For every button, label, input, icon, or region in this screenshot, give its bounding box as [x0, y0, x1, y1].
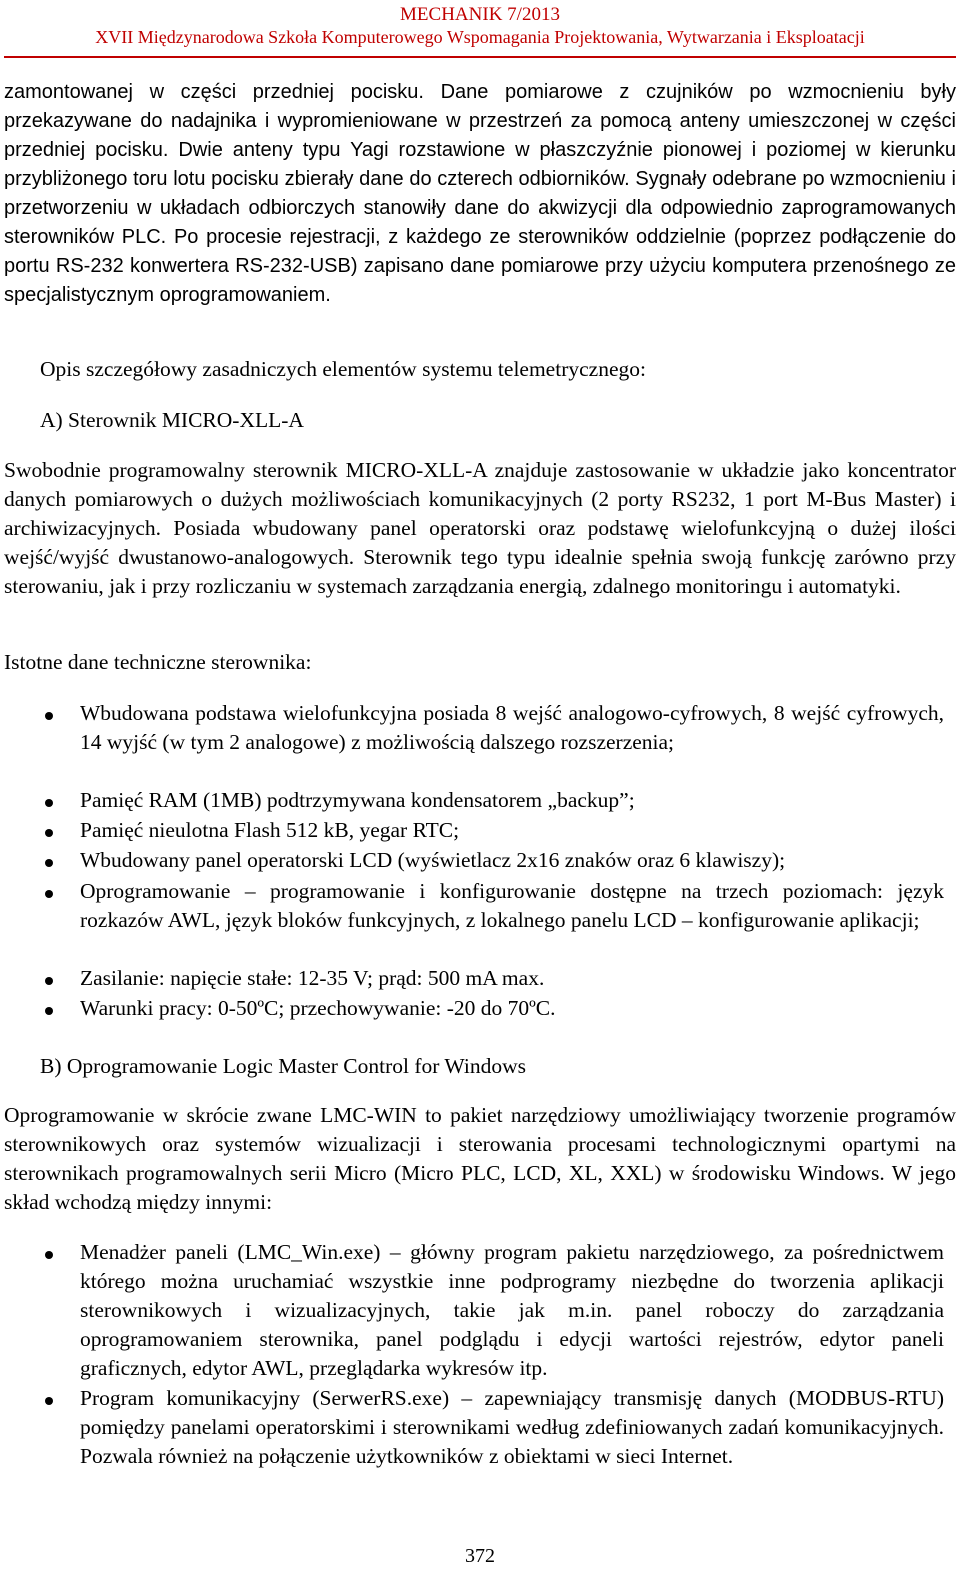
tech-data-heading: Istotne dane techniczne sterownika:	[4, 650, 312, 674]
conference-header: XVII Międzynarodowa Szkoła Komputerowego Wspomagania Projektowania, Wytwarzania i Eksploatacji	[95, 27, 865, 47]
page-number: 372	[465, 1545, 495, 1567]
bullet-icon	[45, 1397, 53, 1405]
section-a-paragraph: Swobodnie programowalny sterownik MICRO-XLL-A znajduje zastosowanie w układzie jako koncentrator danych pomiarowych o dużych możliwościach komunikacyjnych (2 porty RS232, 1 port M-Bus Master) i archiwizacyjnych. Posiada wbudowany panel operatorski oraz podstawę wielofunkcyjną o dużej ilości wejść/wyjść dwustanowo-analogowych. Sterownik tego typu idealnie spełnia swoją funkcję zarówno przy sterowaniu, jak i przy rozliczaniu w systemach zarządzania energią, zdalnego monitoringu i automatyki.	[4, 458, 956, 598]
list-item-text: Wbudowany panel operatorski LCD (wyświetlacz 2x16 znaków oraz 6 klawiszy);	[80, 848, 786, 872]
list-item-text: Zasilanie: napięcie stałe: 12-35 V; prąd: 500 mA max.	[80, 966, 545, 990]
section-a-title: A) Sterownik MICRO-XLL-A	[40, 408, 304, 432]
bullet-icon	[45, 977, 53, 985]
bullet-icon	[45, 1251, 53, 1259]
list-item-text: Oprogramowanie – programowanie i konfigurowanie dostępne na trzech poziomach: język rozkazów AWL, język bloków funkcyjnych, z lokalnego panelu LCD – konfigurowanie aplikacji;	[80, 879, 944, 932]
list-item-text: Menadżer paneli (LMC_Win.exe) – główny program pakietu narzędziowego, za pośrednictwem którego można uruchamiać wszystkie inne podprogramy niezbędne do tworzenia aplikacji sterownikowych i wizualizacyjnych, takie jak m.in. panel roboczy do zarządzania oprogramowaniem sterownika, panel podglądu i edycji wartości rejestrów, edytor paneli graficznych, edytor AWL, przeglądarka wykresów itp.	[80, 1240, 944, 1380]
list-item-text: Pamięć RAM (1MB) podtrzymywana kondensatorem „backup”;	[80, 788, 635, 812]
header-divider	[4, 56, 956, 58]
bullet-icon	[45, 829, 53, 837]
journal-header: MECHANIK 7/2013	[400, 4, 560, 25]
section-b-paragraph: Oprogramowanie w skrócie zwane LMC-WIN to pakiet narzędziowy umożliwiający tworzenie programów sterownikowych oraz systemów wizualizacji i sterowania procesami technologicznymi opartymi na sterownikach programowalnych serii Micro (Micro PLC, LCD, XL, XXL) w środowisku Windows. W jego skład wchodzą między innymi:	[4, 1103, 956, 1214]
list-item-text: Program komunikacyjny (SerwerRS.exe) – zapewniający transmisję danych (MODBUS-RTU) pomiędzy panelami operatorskimi i sterownikami według zdefiniowanych zadań komunikacyjnych. Pozwala również na połączenie użytkowników z obiektami w sieci Internet.	[80, 1386, 944, 1468]
bullet-icon	[45, 799, 53, 807]
intro-paragraph: zamontowanej w części przedniej pocisku. Dane pomiarowe z czujników po wzmocnieniu były przekazywane do nadajnika i wypromieniowane w przestrzeń za pomocą anteny umieszczonej w części przedniej pocisku. Dwie anteny typu Yagi rozstawione w płaszczyźnie pionowej i poziomej w kierunku przybliżonego toru lotu pocisku zbierały dane do czterech odbiorników. Sygnały odebrane po wzmocnieniu i przetworzeniu w układach odbiorczych stanowiły dane do akwizycji dla odpowiednio zaprogramowanych sterowników PLC. Po procesie rejestracji, z każdego ze sterowników oddzielnie (poprzez podłączenie do portu RS-232 konwertera RS-232-USB) zapisano dane pomiarowe przy użyciu komputera przenośnego ze specjalistycznym oprogramowaniem.	[4, 81, 956, 306]
bullet-icon	[45, 1007, 53, 1015]
section-b-title: B) Oprogramowanie Logic Master Control for Windows	[40, 1054, 526, 1078]
list-item-text: Warunki pracy: 0-50ºC; przechowywanie: -20 do 70ºC.	[80, 996, 556, 1020]
bullet-icon	[45, 712, 53, 720]
bullet-icon	[45, 859, 53, 867]
list-item-text: Wbudowana podstawa wielofunkcyjna posiada 8 wejść analogowo-cyfrowych, 8 wejść cyfrowych, 14 wyjść (w tym 2 analogowe) z możliwością dalszego rozszerzenia;	[80, 701, 944, 754]
list-item-text: Pamięć nieulotna Flash 512 kB, yegar RTC;	[80, 818, 460, 842]
bullet-icon	[45, 890, 53, 898]
details-heading: Opis szczegółowy zasadniczych elementów systemu telemetrycznego:	[40, 357, 646, 381]
